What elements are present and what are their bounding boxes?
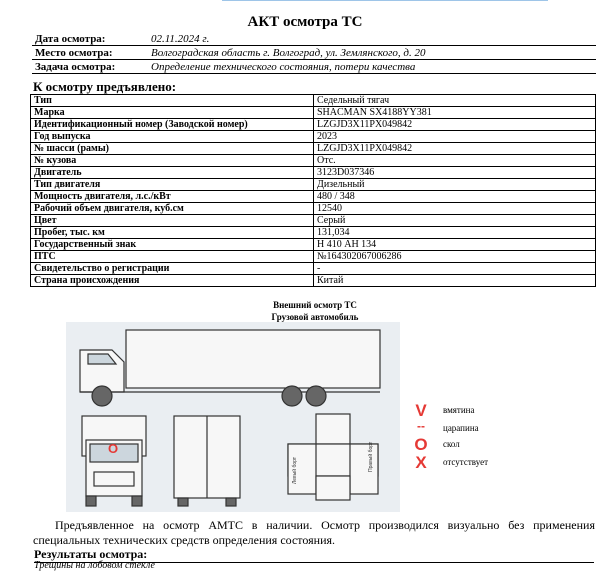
row-label: Двигатель <box>31 167 314 179</box>
row-value: Серый <box>314 215 596 227</box>
rear-wheel-2 <box>306 386 326 406</box>
row-value: Н 410 АН 134 <box>314 239 596 251</box>
chip-label: скол <box>443 439 460 449</box>
dent-symbol: V <box>415 401 427 420</box>
row-label: Тип <box>31 95 314 107</box>
row-value: Отс. <box>314 155 596 167</box>
header-row-date <box>32 32 596 46</box>
task-value: Определение технического состояния, потери качества <box>148 60 596 74</box>
table-row <box>31 191 596 203</box>
row-value: Дизельный <box>314 179 596 191</box>
row-value: SHACMAN SX4188YY381 <box>314 107 596 119</box>
header-row-place <box>32 46 596 60</box>
scratch-label: царапина <box>443 423 479 433</box>
results-value: Трещины на лобовом стекле <box>34 560 155 571</box>
front-left-wheel <box>86 496 96 506</box>
truck-diagram <box>66 322 400 512</box>
table-row <box>31 107 596 119</box>
table-row <box>31 155 596 167</box>
right-side-label: Правый борт <box>368 441 374 472</box>
place-label: Место осмотра: <box>32 46 148 60</box>
table-row <box>31 167 596 179</box>
table-row <box>31 275 596 287</box>
task-label: Задача осмотра: <box>32 60 148 74</box>
front-wheel <box>92 386 112 406</box>
rear-right-wheel <box>226 498 236 506</box>
front-right-wheel <box>132 496 142 506</box>
table-row <box>31 239 596 251</box>
row-label: ПТС <box>31 251 314 263</box>
row-label: Пробег, тыс. км <box>31 227 314 239</box>
chip-symbol: O <box>414 435 428 454</box>
row-label: Рабочий объем двигателя, куб.см <box>31 203 314 215</box>
row-label: Тип двигателя <box>31 179 314 191</box>
presented-heading: К осмотру предъявлено: <box>33 79 177 94</box>
table-row <box>31 251 596 263</box>
damage-mark-windshield: O <box>107 441 119 456</box>
row-label: Цвет <box>31 215 314 227</box>
inspection-header <box>32 32 596 74</box>
place-value: Волгоградская область г. Волгоград, ул. Землянского, д. 20 <box>148 46 596 60</box>
row-label: Мощность двигателя, л.с./кВт <box>31 191 314 203</box>
table-row <box>31 215 596 227</box>
scratch-symbol: -- <box>417 419 425 433</box>
dent-label: вмятина <box>443 405 475 415</box>
row-value: 131,034 <box>314 227 596 239</box>
document-title: АКТ осмотра ТС <box>247 14 363 30</box>
row-value: Седельный тягач <box>314 95 596 107</box>
row-label: № шасси (рамы) <box>31 143 314 155</box>
row-value: 480 / 348 <box>314 191 596 203</box>
row-value: - <box>314 263 596 275</box>
row-label: Государственный знак <box>31 239 314 251</box>
left-side-label: Левый борт <box>292 456 298 484</box>
top-border-line <box>222 0 548 1</box>
row-value: 2023 <box>314 131 596 143</box>
truck-rear-view <box>174 416 240 506</box>
exterior-subtitle: Грузовой автомобиль <box>271 312 359 322</box>
rear-wheel-1 <box>282 386 302 406</box>
row-label: Идентификационный номер (Заводской номер) <box>31 119 314 131</box>
table-row <box>31 203 596 215</box>
row-label: Страна происхождения <box>31 275 314 287</box>
table-row <box>31 263 596 275</box>
rear-left-wheel <box>178 498 188 506</box>
top-roof <box>316 414 350 444</box>
row-label: Марка <box>31 107 314 119</box>
row-value: Китай <box>314 275 596 287</box>
date-value: 02.11.2024 г. <box>148 32 596 46</box>
row-label: № кузова <box>31 155 314 167</box>
missing-label: отсутствует <box>443 457 489 467</box>
table-row <box>31 227 596 239</box>
row-value: LZGJD3X11PX049842 <box>314 143 596 155</box>
top-tail <box>316 476 350 500</box>
header-row-task <box>32 60 596 74</box>
table-row <box>31 131 596 143</box>
table-row <box>31 179 596 191</box>
inspection-paragraph: Предъявленное на осмотр АМТС в наличии. Осмотр производился визуально без применения специальных технических средств определения состояния. <box>33 518 595 547</box>
row-value: 12540 <box>314 203 596 215</box>
date-label: Дата осмотра: <box>32 32 148 46</box>
results-heading: Результаты осмотра: <box>34 547 594 563</box>
row-label: Свидетельство о регистрации <box>31 263 314 275</box>
grille <box>94 472 134 486</box>
table-row <box>31 119 596 131</box>
vehicle-table <box>30 94 596 287</box>
table-row <box>31 143 596 155</box>
row-value: №164302067006286 <box>314 251 596 263</box>
cargo-box <box>126 330 380 388</box>
truck-front-view <box>82 416 146 506</box>
row-value: LZGJD3X11PX049842 <box>314 119 596 131</box>
row-label: Год выпуска <box>31 131 314 143</box>
missing-symbol: X <box>415 453 427 472</box>
row-value: 3123D037346 <box>314 167 596 179</box>
table-row <box>31 95 596 107</box>
exterior-title: Внешний осмотр ТС <box>273 300 357 310</box>
